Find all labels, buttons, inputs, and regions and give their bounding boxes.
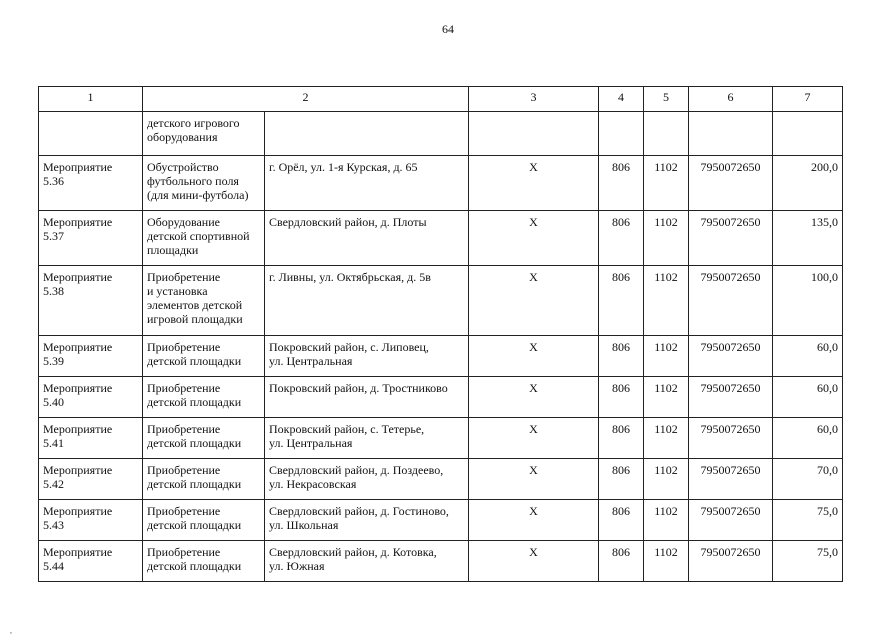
col4-cell [599, 336, 644, 377]
header-col-7: 7 [773, 87, 843, 112]
col3-text: Х [529, 422, 538, 436]
header-col-2: 2 [143, 87, 469, 112]
col6-cell [689, 112, 773, 156]
col4-cell [599, 112, 644, 156]
col5-cell [644, 541, 689, 582]
col4-cell [599, 377, 644, 418]
header-col-6: 6 [689, 87, 773, 112]
col5-cell [644, 377, 689, 418]
col7-cell [773, 112, 843, 156]
table-row [39, 541, 843, 582]
description-cell [143, 541, 265, 582]
description-cell [143, 418, 265, 459]
col5-cell [644, 211, 689, 266]
col7-cell [773, 156, 843, 211]
col5-text: 1102 [654, 463, 678, 477]
event-cell [39, 418, 143, 459]
event-cell [39, 541, 143, 582]
col3-text: Х [529, 381, 538, 395]
col6-text: 7950072650 [700, 504, 761, 518]
event-text: Мероприятие 5.43 [43, 504, 113, 532]
col3-cell [469, 459, 599, 500]
address-cell [265, 266, 469, 336]
col7-text: 75,0 [817, 504, 838, 518]
table-row [39, 377, 843, 418]
description-text: Приобретение детской площадки [147, 463, 242, 491]
col5-text: 1102 [654, 422, 678, 436]
col6-cell [689, 156, 773, 211]
address-cell [265, 112, 469, 156]
table-row [39, 156, 843, 211]
address-cell [265, 500, 469, 541]
address-text: г. Ливны, ул. Октябрьская, д. 5в [269, 270, 431, 284]
col3-text: Х [529, 160, 538, 174]
col4-cell [599, 541, 644, 582]
col5-text: 1102 [654, 340, 678, 354]
col3-text: Х [529, 504, 538, 518]
description-text: Приобретение детской площадки [147, 381, 242, 409]
col3-text: Х [529, 340, 538, 354]
col5-text: 1102 [654, 160, 678, 174]
col5-text: 1102 [654, 215, 678, 229]
col4-cell [599, 500, 644, 541]
col3-text: Х [529, 463, 538, 477]
event-cell [39, 156, 143, 211]
col4-cell [599, 418, 644, 459]
col7-text: 70,0 [817, 463, 838, 477]
col3-cell [469, 418, 599, 459]
header-col-5: 5 [644, 87, 689, 112]
event-text: Мероприятие 5.37 [43, 215, 113, 243]
col3-cell [469, 336, 599, 377]
col6-cell [689, 541, 773, 582]
event-text: Мероприятие 5.44 [43, 545, 113, 573]
event-text: Мероприятие 5.40 [43, 381, 113, 409]
event-cell [39, 500, 143, 541]
col5-cell [644, 418, 689, 459]
col4-text: 806 [612, 504, 630, 518]
address-text: Свердловский район, д. Плоты [269, 215, 427, 229]
table-row [39, 336, 843, 377]
header-col-4: 4 [599, 87, 644, 112]
event-text: Мероприятие 5.41 [43, 422, 113, 450]
event-cell [39, 459, 143, 500]
continuation-row [39, 112, 843, 156]
col6-text: 7950072650 [700, 340, 761, 354]
col7-cell [773, 377, 843, 418]
event-cell [39, 211, 143, 266]
col5-cell [644, 459, 689, 500]
address-cell [265, 459, 469, 500]
col7-text: 100,0 [811, 270, 838, 284]
col5-cell [644, 500, 689, 541]
col3-text: Х [529, 215, 538, 229]
col7-text: 60,0 [817, 422, 838, 436]
col7-cell [773, 266, 843, 336]
col6-text: 7950072650 [700, 422, 761, 436]
col5-cell [644, 112, 689, 156]
description-cell [143, 211, 265, 266]
col4-text: 806 [612, 340, 630, 354]
col6-text: 7950072650 [700, 160, 761, 174]
description-cell [143, 112, 265, 156]
col3-cell [469, 266, 599, 336]
col4-text: 806 [612, 545, 630, 559]
event-text: Мероприятие 5.39 [43, 340, 113, 368]
description-cell [143, 377, 265, 418]
header-col-1: 1 [39, 87, 143, 112]
description-cell [143, 156, 265, 211]
address-cell [265, 418, 469, 459]
event-text: Мероприятие 5.38 [43, 270, 113, 298]
col6-text: 7950072650 [700, 463, 761, 477]
col4-text: 806 [612, 160, 630, 174]
table-row [39, 266, 843, 336]
col5-cell [644, 336, 689, 377]
col4-text: 806 [612, 422, 630, 436]
col5-text: 1102 [654, 504, 678, 518]
table-row [39, 418, 843, 459]
col4-text: 806 [612, 215, 630, 229]
col4-cell [599, 211, 644, 266]
col6-text: 7950072650 [700, 381, 761, 395]
address-cell [265, 541, 469, 582]
col7-text: 60,0 [817, 340, 838, 354]
address-cell [265, 156, 469, 211]
address-cell [265, 377, 469, 418]
col3-cell [469, 500, 599, 541]
col7-cell [773, 459, 843, 500]
description-text: Оборудование детской спортивной площадки [147, 215, 250, 257]
col4-cell [599, 266, 644, 336]
event-cell [39, 112, 143, 156]
description-cell [143, 336, 265, 377]
col3-cell [469, 377, 599, 418]
col4-cell [599, 459, 644, 500]
description-cell [143, 500, 265, 541]
col7-text: 75,0 [817, 545, 838, 559]
address-text: Покровский район, с. Тетерье, ул. Центральная [269, 422, 425, 450]
col6-cell [689, 211, 773, 266]
event-cell [39, 266, 143, 336]
event-text: Мероприятие 5.42 [43, 463, 113, 491]
description-text: Приобретение детской площадки [147, 340, 242, 368]
col3-cell [469, 156, 599, 211]
col6-text: 7950072650 [700, 270, 761, 284]
col6-text: 7950072650 [700, 215, 761, 229]
header-col-3: 3 [469, 87, 599, 112]
col7-text: 60,0 [817, 381, 838, 395]
col3-cell [469, 541, 599, 582]
col6-cell [689, 377, 773, 418]
description-text: Приобретение детской площадки [147, 422, 242, 450]
col6-text: 7950072650 [700, 545, 761, 559]
col7-cell [773, 211, 843, 266]
col7-text: 200,0 [811, 160, 838, 174]
col6-cell [689, 336, 773, 377]
col3-text: Х [529, 270, 538, 284]
col7-cell [773, 418, 843, 459]
col5-text: 1102 [654, 270, 678, 284]
address-text: Свердловский район, д. Котовка, ул. Южная [269, 545, 437, 573]
col5-text: 1102 [654, 381, 678, 395]
header-row [39, 87, 843, 112]
col5-cell [644, 156, 689, 211]
description-text: Обустройство футбольного поля (для мини-футбола) [147, 160, 249, 202]
budget-table [38, 86, 843, 582]
scan-mark: , [10, 626, 12, 635]
col7-text: 135,0 [811, 215, 838, 229]
col4-text: 806 [612, 270, 630, 284]
col7-cell [773, 336, 843, 377]
address-cell [265, 336, 469, 377]
description-text: детского игрового оборудования [147, 116, 240, 144]
col3-cell [469, 211, 599, 266]
address-text: Свердловский район, д. Поздеево, ул. Некрасовская [269, 463, 444, 491]
address-cell [265, 211, 469, 266]
address-text: Покровский район, д. Тростниково [269, 381, 448, 395]
table-row [39, 211, 843, 266]
event-cell [39, 336, 143, 377]
col4-cell [599, 156, 644, 211]
col6-cell [689, 266, 773, 336]
col6-cell [689, 459, 773, 500]
description-cell [143, 459, 265, 500]
table-row [39, 500, 843, 541]
table-row [39, 459, 843, 500]
col4-text: 806 [612, 381, 630, 395]
description-cell [143, 266, 265, 336]
col6-cell [689, 418, 773, 459]
event-cell [39, 377, 143, 418]
col5-text: 1102 [654, 545, 678, 559]
col7-cell [773, 541, 843, 582]
col4-text: 806 [612, 463, 630, 477]
description-text: Приобретение детской площадки [147, 504, 242, 532]
col6-cell [689, 500, 773, 541]
col5-cell [644, 266, 689, 336]
col3-text: Х [529, 545, 538, 559]
address-text: г. Орёл, ул. 1-я Курская, д. 65 [269, 160, 418, 174]
address-text: Свердловский район, д. Гостиново, ул. Школьная [269, 504, 449, 532]
page-number: 64 [442, 22, 454, 36]
col7-cell [773, 500, 843, 541]
event-text: Мероприятие 5.36 [43, 160, 113, 188]
address-text: Покровский район, с. Липовец, ул. Центральная [269, 340, 429, 368]
col3-cell [469, 112, 599, 156]
description-text: Приобретение детской площадки [147, 545, 242, 573]
description-text: Приобретение и установка элементов детской игровой площадки [147, 270, 243, 326]
